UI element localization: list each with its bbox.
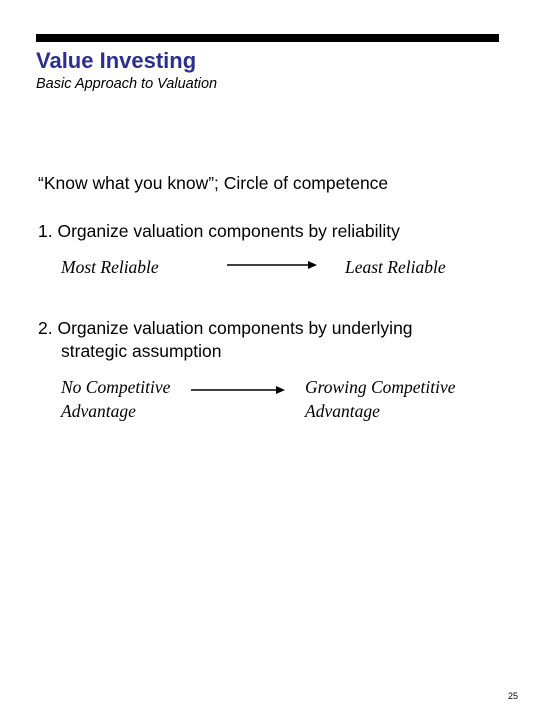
no-competitive-advantage-label: No Competitive Advantage: [61, 377, 171, 421]
least-reliable-label: Least Reliable: [345, 257, 446, 277]
point-2-line-2: strategic assumption: [61, 341, 222, 361]
page-number: 25: [508, 691, 519, 701]
point-2-line-1: 2. Organize valuation components by underlying: [38, 318, 413, 338]
advantage-arrow-icon: [190, 383, 286, 397]
quote-text: “Know what you know”; Circle of competence: [38, 173, 389, 193]
growing-competitive-advantage-label: Growing Competitive Advantage: [305, 377, 456, 421]
point-1-text: 1. Organize valuation components by reliability: [38, 221, 400, 241]
slide-title: Value Investing: [36, 48, 197, 73]
most-reliable-label: Most Reliable: [61, 257, 159, 277]
slide-subtitle: Basic Approach to Valuation: [36, 76, 218, 92]
header-rule: [36, 34, 499, 42]
reliability-arrow-icon: [226, 258, 318, 272]
